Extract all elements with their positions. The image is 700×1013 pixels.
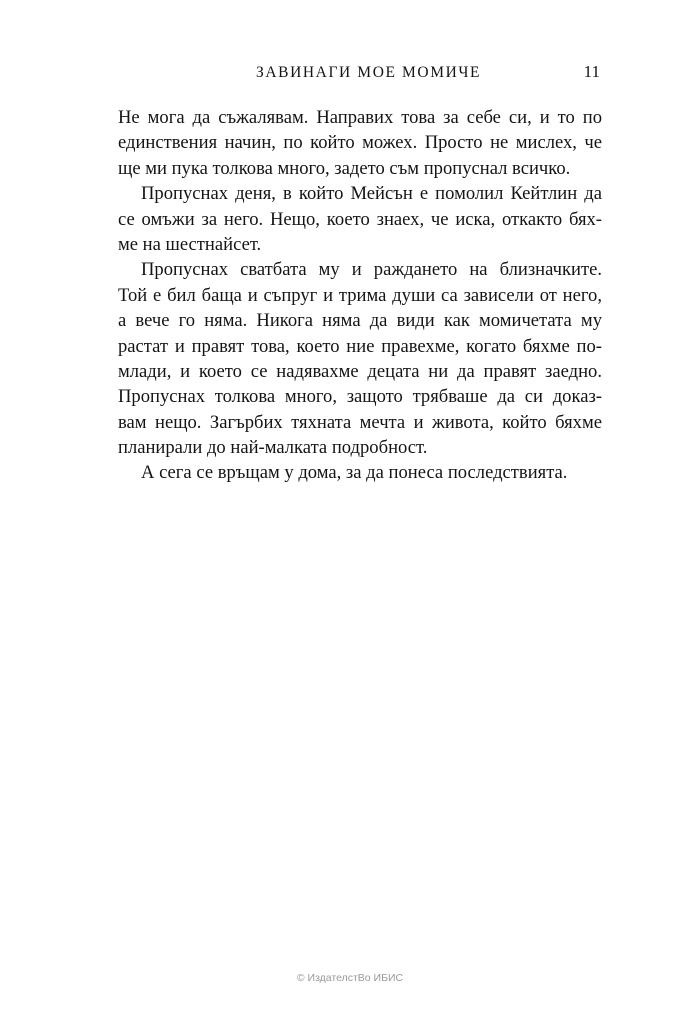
text-line: планирали до най-малката подробност.	[118, 437, 428, 459]
running-header	[118, 64, 602, 88]
text-line: Той е бил баща и съпруг и трима души са зависели от него,	[118, 284, 602, 306]
body-text	[118, 105, 602, 486]
text-line: Пропуснах деня, в който Мейсън е помолил Кейтлин да	[141, 183, 602, 205]
text-line: Пропуснах толкова много, защото трябваше да си доказ-	[118, 386, 602, 408]
text-line: ще ми пука толкова много, задето съм пропуснал всичко.	[118, 157, 571, 179]
text-line: Не мога да съжалявам. Направих това за себе си, и то по	[118, 107, 602, 128]
text-line: вам нещо. Загърбих тяхната мечта и живота, който бяхме	[118, 411, 602, 433]
text-line: млади, и което се надявахме децата ни да правят заедно.	[118, 360, 602, 382]
text-line: се омъжи за него. Нещо, което знаех, че иска, откакто бях-	[118, 208, 602, 230]
text-line: единствения начин, по който можех. Просто не мислех, че	[118, 132, 602, 154]
text-line: растат и правят това, което ние правехме, когато бяхме по-	[118, 335, 602, 357]
page-number: 11	[583, 62, 600, 81]
text-line: Пропуснах сватбата му и раждането на близначките.	[141, 259, 602, 281]
running-title: ЗАВИНАГИ МОЕ МОМИЧЕ	[256, 64, 482, 81]
text-line: а вече го няма. Никога няма да види как момичетата му	[118, 310, 602, 332]
publisher-copyright: © ИздателстВо ИБИС	[296, 972, 404, 984]
text-line: А сега се връщам у дома, за да понеса последствията.	[141, 462, 568, 484]
text-line: ме на шестнайсет.	[118, 233, 262, 255]
